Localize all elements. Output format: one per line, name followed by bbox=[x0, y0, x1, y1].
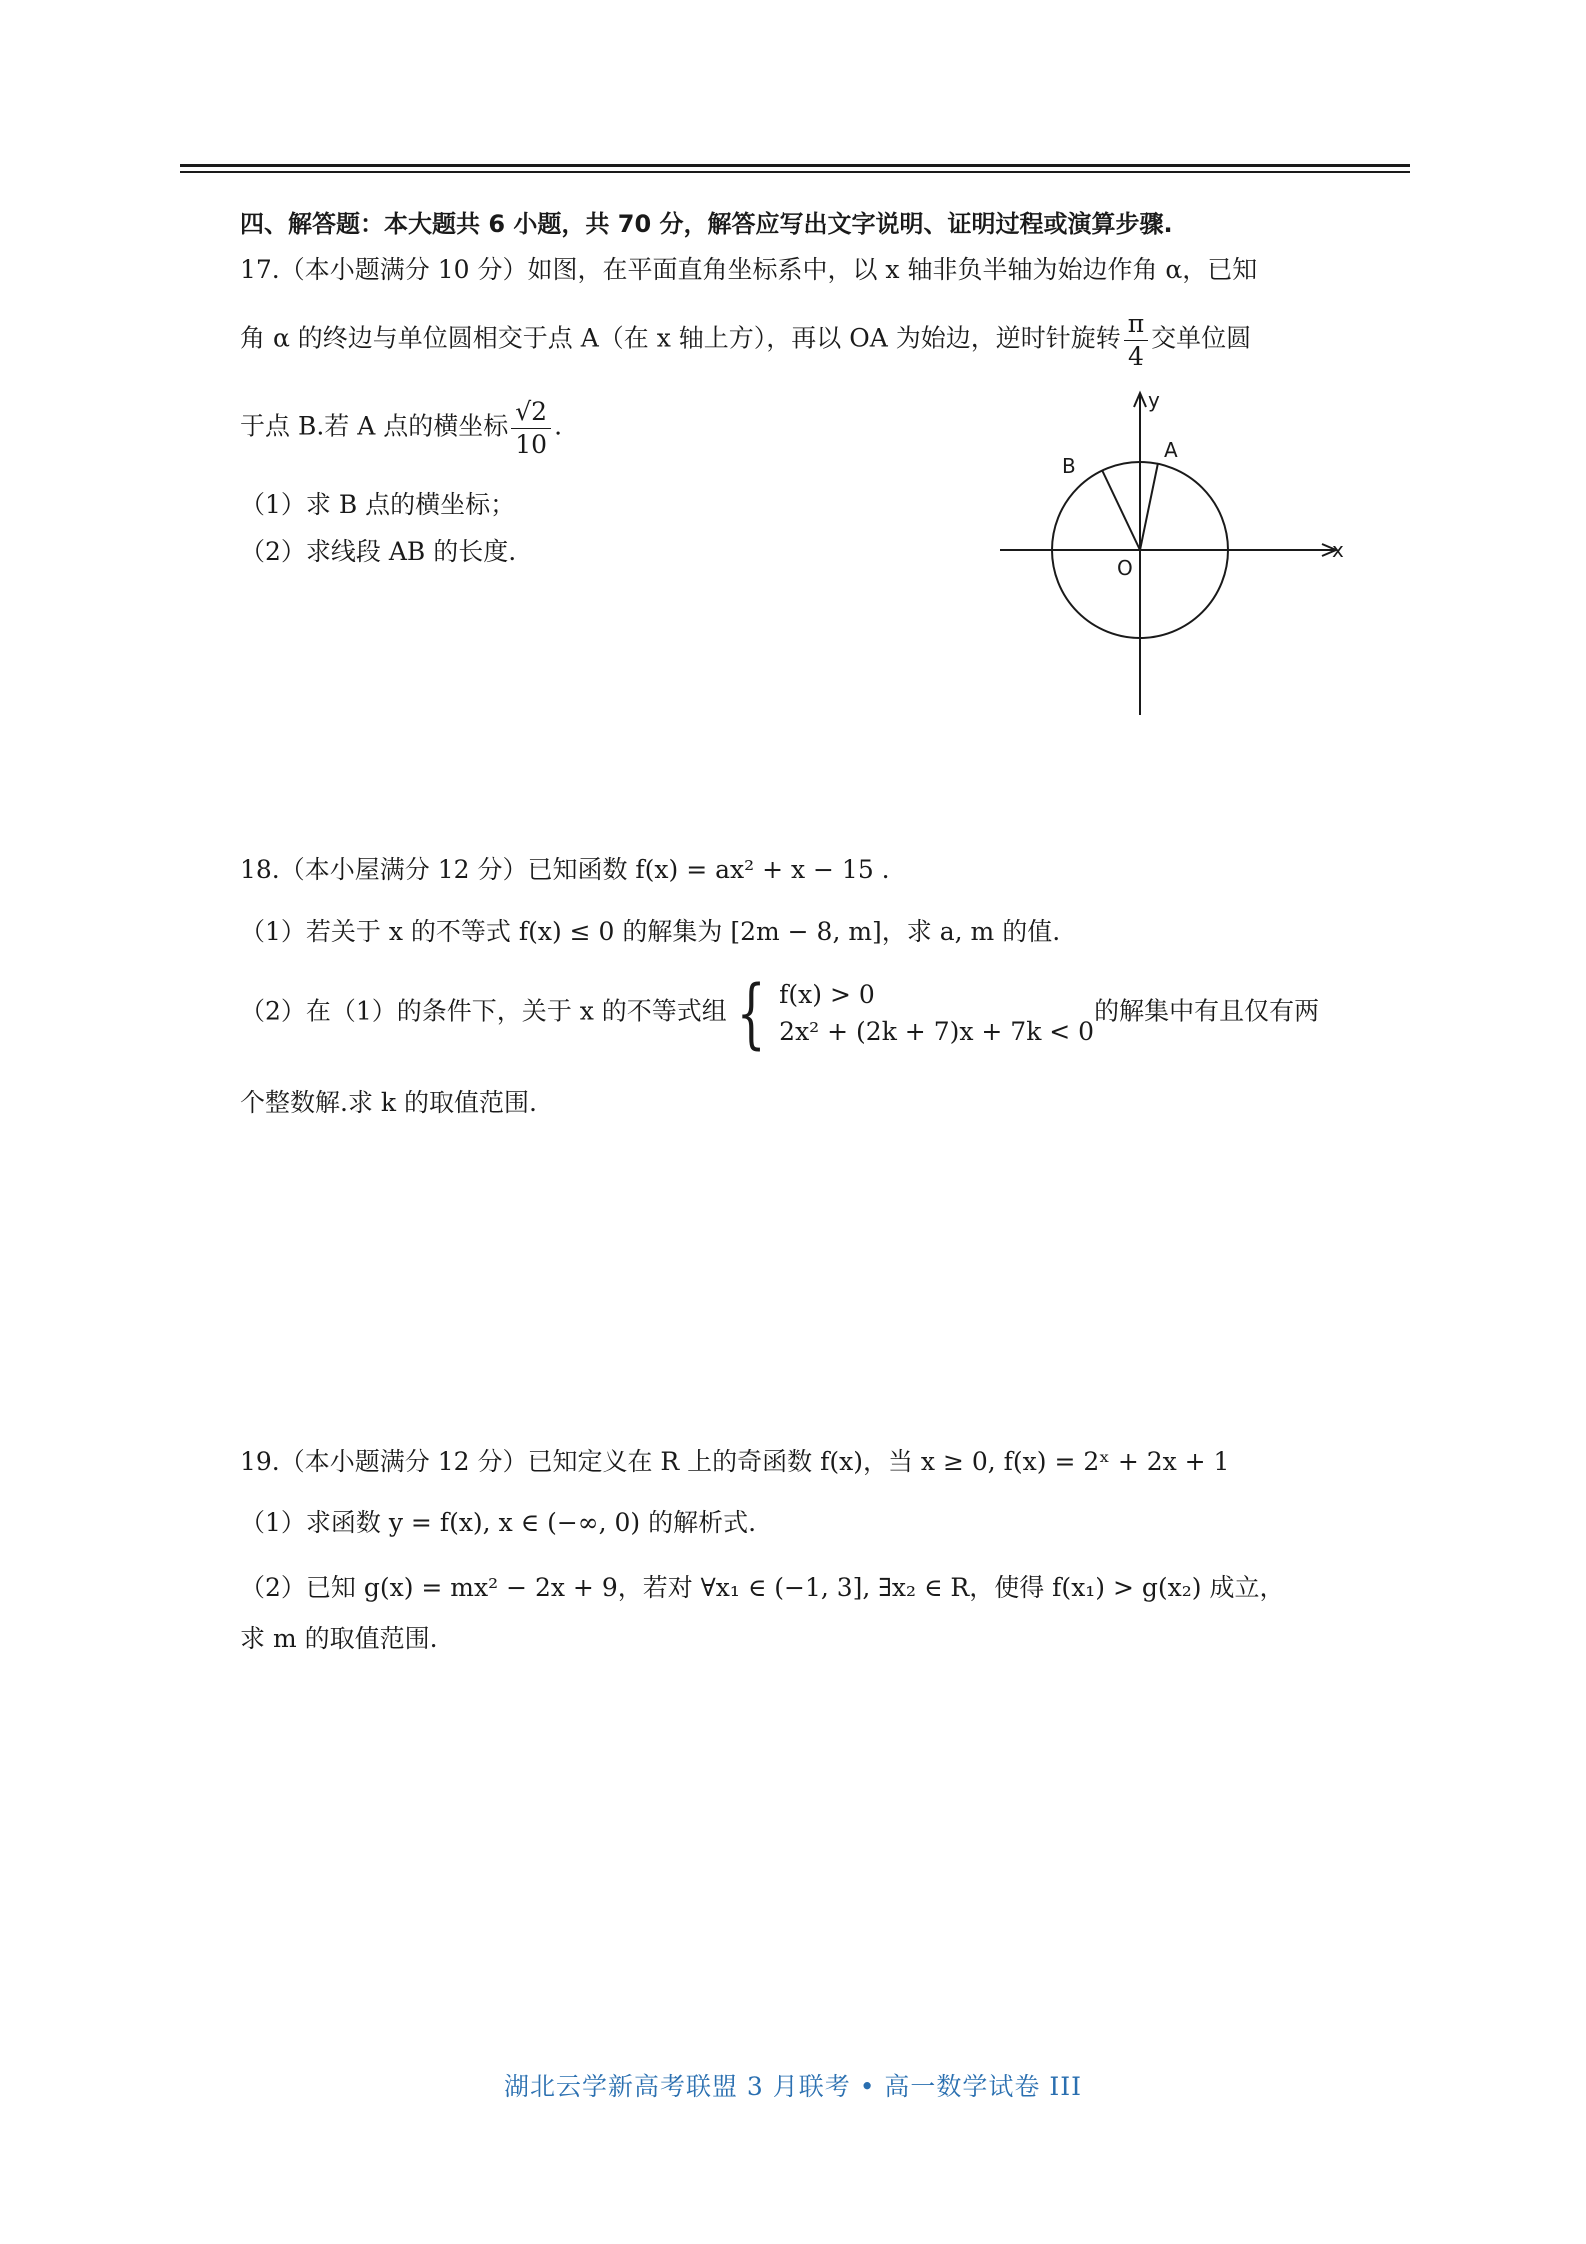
label-x: x bbox=[1332, 538, 1344, 562]
q18-part2-pre: （2）在（1）的条件下，关于 x 的不等式组 bbox=[240, 996, 727, 1026]
q17-line2 bbox=[240, 310, 1251, 370]
unit-circle-figure bbox=[990, 385, 1350, 725]
q18-part1: （1）若关于 x 的不等式 f(x) ≤ 0 的解集为 [2m − 8, m]，求 a, m 的值. bbox=[240, 917, 1061, 946]
q19-line-last: 求 m 的取值范围. bbox=[240, 1624, 438, 1653]
label-a: A bbox=[1164, 438, 1178, 462]
top-rule-thin bbox=[180, 171, 1410, 173]
segment-oa bbox=[1140, 463, 1158, 550]
q17-line3 bbox=[240, 398, 562, 458]
page-footer: 湖北云学新高考联盟 3 月联考 • 高一数学试卷 III bbox=[503, 2072, 1082, 2101]
q17-line3-post: . bbox=[554, 411, 563, 441]
label-y: y bbox=[1148, 388, 1160, 412]
q18-case2: 2x² + (2k + 7)x + 7k < 0 bbox=[779, 1017, 1095, 1046]
q18-part2 bbox=[240, 968, 1320, 1057]
q19-line1: 19.（本小题满分 12 分）已知定义在 R 上的奇函数 f(x)，当 x ≥ 0, f(x) = 2ˣ + 2x + 1 bbox=[240, 1447, 1230, 1476]
q18-line1: 18.（本小屋满分 12 分）已知函数 f(x) = ax² + x − 15 . bbox=[240, 855, 890, 884]
q17-fraction-pi-over-4 bbox=[1124, 310, 1148, 370]
q17-line3-pre: 于点 B.若 A 点的横坐标 bbox=[240, 411, 509, 441]
q17-line2-post: 交单位圆 bbox=[1151, 323, 1252, 353]
segment-ob bbox=[1102, 470, 1140, 550]
top-rule-thick bbox=[180, 164, 1410, 167]
q17-frac-den: 4 bbox=[1127, 341, 1144, 371]
q19-part2: （2）已知 g(x) = mx² − 2x + 9，若对 ∀x₁ ∈ (−1, 3], ∃x₂ ∈ R，使得 f(x₁) > g(x₂) 成立， bbox=[240, 1573, 1285, 1602]
left-brace: { bbox=[736, 968, 766, 1057]
q17-part1: （1）求 B 点的横坐标； bbox=[240, 490, 516, 519]
q17-frac2-num: √2 bbox=[511, 398, 551, 429]
label-b: B bbox=[1062, 454, 1076, 478]
q17-fraction-root2-over-10 bbox=[511, 398, 551, 458]
label-o: O bbox=[1117, 556, 1133, 580]
section-heading: 四、解答题：本大题共 6 小题，共 70 分，解答应写出文字说明、证明过程或演算步骤. bbox=[240, 210, 1173, 238]
q17-frac-num: π bbox=[1124, 310, 1148, 341]
q18-inequality-system bbox=[727, 968, 1095, 1057]
q17-frac2-den: 10 bbox=[515, 429, 548, 459]
q17-line1: 17.（本小题满分 10 分）如图，在平面直角坐标系中，以 x 轴非负半轴为始边作角 α，已知 bbox=[240, 255, 1258, 284]
q18-case1: f(x) > 0 bbox=[779, 979, 875, 1009]
q17-part2: （2）求线段 AB 的长度. bbox=[240, 537, 517, 566]
q19-part1: （1）求函数 y = f(x), x ∈ (−∞, 0) 的解析式. bbox=[240, 1508, 757, 1537]
q17-line2-pre: 角 α 的终边与单位圆相交于点 A（在 x 轴上方），再以 OA 为始边，逆时针旋转 bbox=[240, 323, 1121, 353]
q18-part2-post: 的解集中有且仅有两 bbox=[1094, 996, 1320, 1026]
q18-line-last: 个整数解.求 k 的取值范围. bbox=[240, 1088, 537, 1117]
